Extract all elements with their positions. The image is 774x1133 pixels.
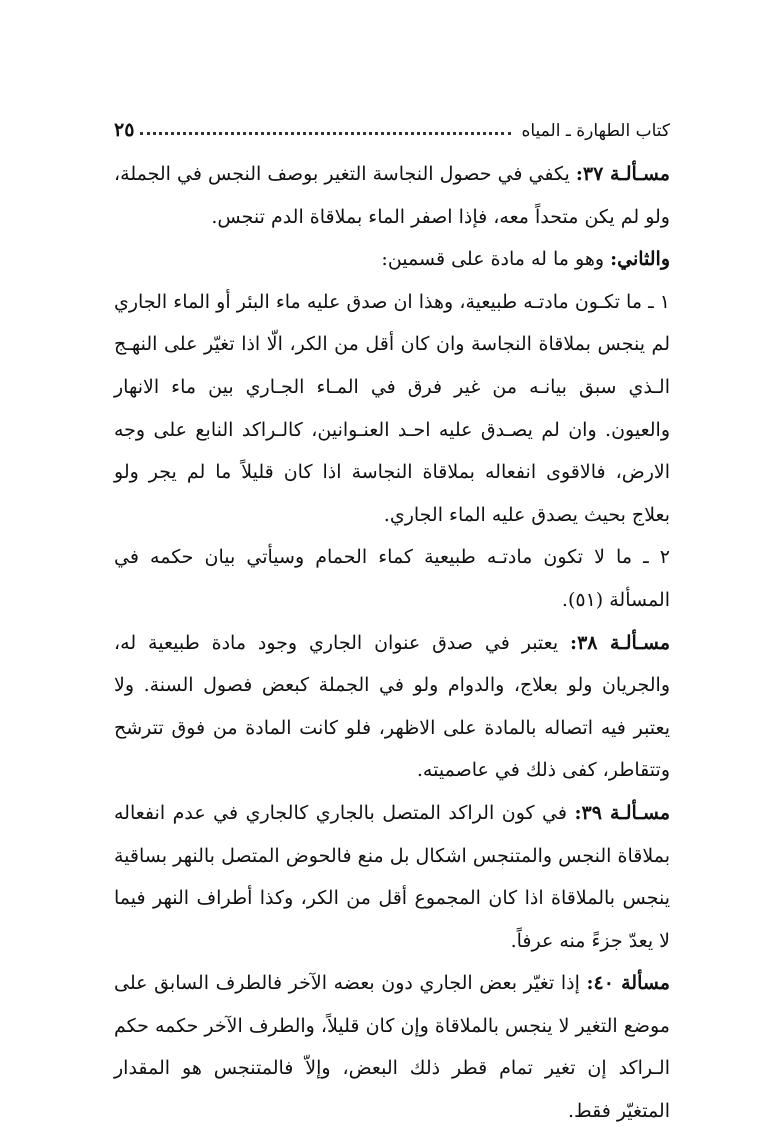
paragraph-label: مسـألـة ٣٨: <box>570 631 670 654</box>
paragraph-text: يكفي في حصول النجاسة التغير بوصف النجس في الجملة، ولو لم يكن متحداً معه، فإذا اصفر الماء بملاقاة الدم تنجس. <box>114 163 670 228</box>
paragraph-item-1 <box>114 281 670 537</box>
page-number: ٢٥ <box>114 119 135 141</box>
paragraph-item-2 <box>114 536 670 621</box>
running-header <box>114 111 670 141</box>
paragraph-label: مسألة ٤٠: <box>586 972 670 995</box>
paragraph-label: مسـألـة ٣٩: <box>574 801 670 824</box>
paragraph-text: يعتبر في صدق عنوان الجاري وجود مادة طبيعية له، والجريان ولو بعلاج، والدوام ولو في الجملة كبعض فصول السنة. ولا يعتبر فيه اتصاله بالمادة على الاظهر، فلو كانت المادة من فوق تترشح وتتقاطر، كفى ذلك في عاصميته. <box>114 631 670 782</box>
paragraph-text: ١ ـ ما تكـون مادتـه طبيعية، وهذا ان صدق عليه ماء البئر أو الماء الجاري لم ينجس بملاقاة النجاسة وان كان أقل من الكر، الّا اذا تغيّر على النهـج الـذي سبق بيانـه من غير فرق في المـاء الجـاري بين ماء الانهار والعيون. وان لم يصـدق عليه احـد العنـوانين، كالـراكد النابع على وجه الارض، فالاقوى انفعاله بملاقاة النجاسة اذا كان قليلاً ما لم يجر ولو بعلاج بحيث يصدق عليه الماء الجاري. <box>114 290 670 526</box>
paragraph-masala-38 <box>114 622 670 792</box>
paragraph-label: والثاني: <box>610 248 670 271</box>
paragraph-text: ٢ ـ ما لا تكون مادتـه طبيعية كماء الحمام وسيأتي بيان حكمه في المسألة (٥١). <box>114 546 670 611</box>
paragraph-second-type <box>114 238 670 281</box>
page-body <box>114 153 670 1133</box>
paragraph-masala-37 <box>114 153 670 238</box>
paragraph-text: في كون الراكد المتصل بالجاري كالجاري في عدم انفعاله بملاقاة النجس والمتنجس اشكال بل منع فالحوض المتصل بالنهر بساقية ينجس بالملاقاة اذا كان المجموع أقل من الكر، وكذا أطراف النهر فيما لا يعدّ جزءً منه عرفاً. <box>114 801 670 952</box>
paragraph-masala-40 <box>114 962 670 1132</box>
leader-dots <box>140 132 511 135</box>
paragraph-text: وهو ما له مادة على قسمين: <box>381 248 605 271</box>
paragraph-masala-39 <box>114 792 670 962</box>
paragraph-label: مسـألـة ٣٧: <box>575 163 670 185</box>
chapter-title: كتاب الطهارة ـ المياه <box>521 121 670 141</box>
paragraph-text: إذا تغيّر بعض الجاري دون بعضه الآخر فالطرف السابق على موضع التغير لا ينجس بالملاقاة وإن كان قليلاً، والطرف الآخر حكمه حكم الـراكد إن تغير تمام قطر ذلك البعض، وإلاّ فالمتنجس هو المقدار المتغيّر فقط. <box>114 972 670 1123</box>
